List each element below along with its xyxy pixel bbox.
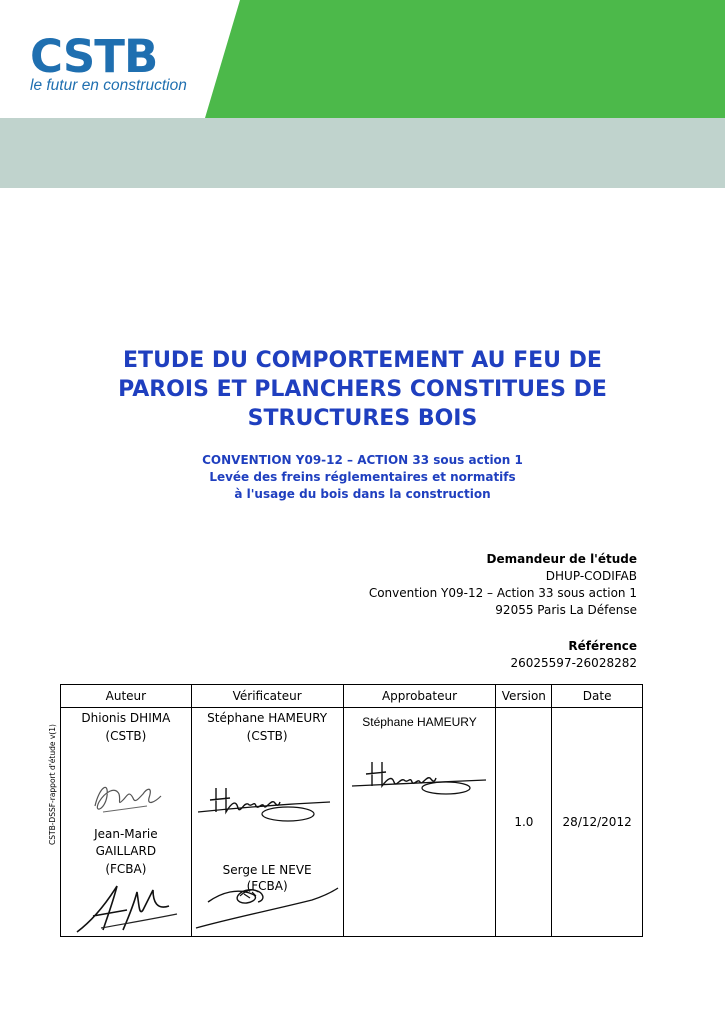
table-row: [61, 708, 643, 937]
date-cell: 28/12/2012: [552, 708, 643, 937]
author-cell: [61, 708, 192, 937]
requester-line-2: Convention Y09-12 – Action 33 sous action 1: [368, 586, 637, 600]
logo-text: CSTB: [30, 30, 158, 83]
author-1-signature: [89, 776, 169, 818]
document-subtitle: [40, 452, 685, 503]
verifier-1-org: (CSTB): [246, 729, 288, 743]
subtitle-line-3: à l'usage du bois dans la construction: [234, 487, 491, 501]
version-cell: 1.0: [496, 708, 552, 937]
subtitle-line-1: CONVENTION Y09-12 – ACTION 33 sous action 1: [202, 453, 523, 467]
approver-cell: [343, 708, 496, 937]
verifier-1-name: Stéphane HAMEURY: [207, 711, 328, 725]
subtitle-line-2: Levée des freins réglementaires et normatifs: [209, 470, 516, 484]
author-2-org: (FCBA): [105, 862, 147, 876]
requester-line-3: 92055 Paris La Défense: [495, 603, 637, 617]
reference-value: 26025597-26028282: [510, 656, 637, 670]
header-author: Auteur: [61, 685, 192, 708]
header-approver: Approbateur: [343, 685, 496, 708]
reference-label: Référence: [568, 639, 637, 653]
requester-line-1: DHUP-CODIFAB: [545, 569, 637, 583]
document-title: [40, 346, 685, 433]
header-date: Date: [552, 685, 643, 708]
author-2-firstname: Jean-Marie: [94, 827, 158, 841]
requester-label: Demandeur de l'étude: [486, 552, 637, 566]
author-1-name: Dhionis DHIMA: [81, 711, 171, 725]
header-verifier: Vérificateur: [191, 685, 343, 708]
cstb-logo: [30, 30, 187, 95]
approver-name: Stéphane HAMEURY: [362, 715, 477, 729]
requester-block: [369, 551, 637, 619]
header-version: Version: [496, 685, 552, 708]
verifier-1-signature: [196, 780, 334, 826]
side-label: CSTB-DSSF-rapport d'étude v(1): [48, 724, 57, 845]
grey-band: [0, 118, 725, 188]
signature-table: [60, 684, 643, 937]
verifier-cell: [191, 708, 343, 937]
verifier-2-name: Serge LE NEVE: [222, 863, 312, 877]
table-header-row: [61, 685, 643, 708]
title-line-1: ETUDE DU COMPORTEMENT AU FEU DE: [123, 348, 602, 373]
title-line-3: STRUCTURES BOIS: [247, 406, 478, 431]
author-2-lastname: GAILLARD: [95, 844, 157, 858]
verifier-2-signature: [192, 874, 342, 934]
author-2-signature: [73, 880, 183, 938]
approver-signature: [350, 758, 490, 796]
title-line-2: PAROIS ET PLANCHERS CONSTITUES DE: [118, 377, 607, 402]
green-band: [205, 0, 725, 118]
logo-tagline: le futur en construction: [30, 77, 187, 94]
author-1-org: (CSTB): [105, 729, 147, 743]
reference-block: [511, 638, 638, 672]
verifier-2-org: (FCBA): [246, 879, 288, 893]
